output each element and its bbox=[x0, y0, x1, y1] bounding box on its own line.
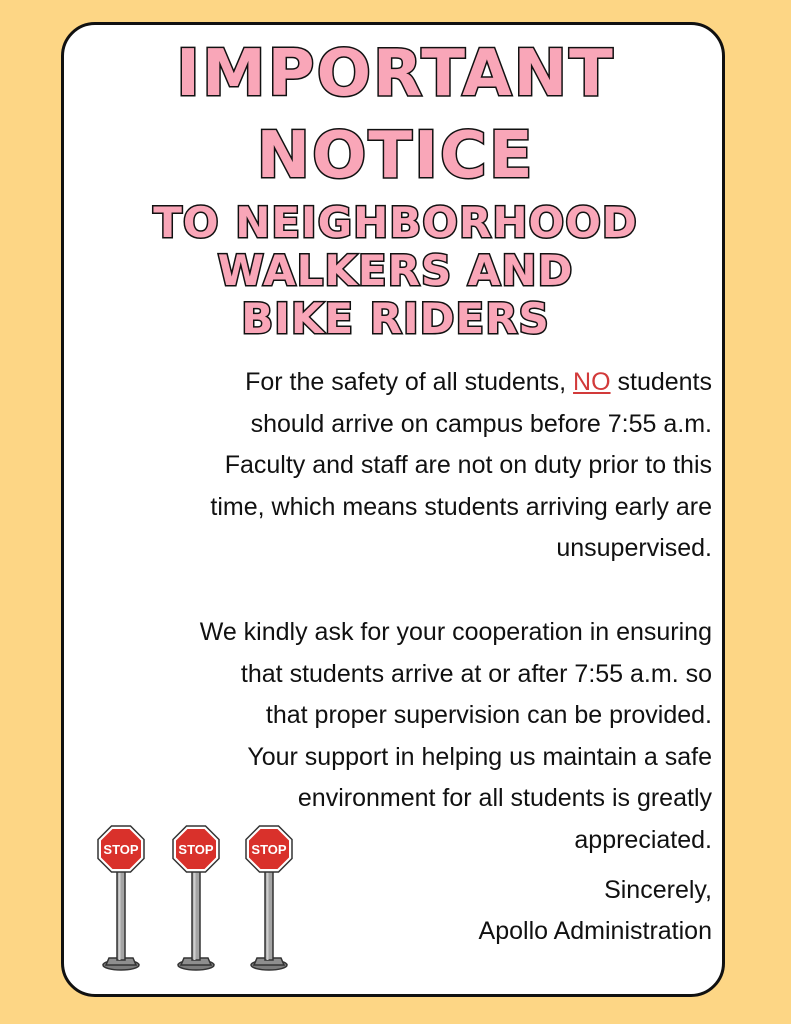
signoff-closing: Sincerely, bbox=[604, 875, 712, 904]
safety-line-1: For the safety of all students, NO students bbox=[245, 368, 712, 396]
headline-important: IMPORTANT bbox=[176, 37, 615, 111]
cooperation-line-1: We kindly ask for your cooperation in ensuring bbox=[199, 618, 712, 646]
cooperation-line-3: that proper supervision can be provided. bbox=[265, 701, 712, 729]
stop-signs-illustration bbox=[96, 822, 306, 974]
signoff-signer: Apollo Administration bbox=[478, 917, 712, 945]
headline-notice: NOTICE bbox=[256, 119, 535, 193]
safety-line-3: Faculty and staff are not on duty prior to this bbox=[224, 451, 712, 479]
cooperation-line-4: Your support in helping us maintain a safe bbox=[247, 742, 712, 771]
safety-line-4: time, which means students arriving early are bbox=[210, 492, 712, 521]
subtitle-line-1: TO NEIGHBORHOOD bbox=[153, 198, 638, 247]
safety-paragraph bbox=[52, 362, 712, 570]
stop-sign-icon bbox=[173, 826, 219, 970]
cooperation-line-5: environment for all students is greatly bbox=[297, 784, 712, 812]
subtitle-line-3: BIKE RIDERS bbox=[241, 294, 550, 343]
stop-sign-label: STOP bbox=[251, 842, 287, 857]
safety-line-5: unsupervised. bbox=[556, 534, 712, 562]
cooperation-line-2: that students arrive at or after 7:55 a.m. so bbox=[240, 659, 712, 688]
subtitle-line-2: WALKERS AND bbox=[217, 246, 574, 295]
stop-sign-label: STOP bbox=[178, 842, 214, 857]
stop-sign-icon bbox=[246, 826, 292, 970]
cooperation-line-6: appreciated. bbox=[574, 825, 712, 854]
no-emphasis: NO bbox=[573, 368, 611, 396]
stop-sign-icon bbox=[98, 826, 144, 970]
safety-line-2: should arrive on campus before 7:55 a.m. bbox=[250, 409, 712, 438]
stop-sign-label: STOP bbox=[103, 842, 139, 857]
